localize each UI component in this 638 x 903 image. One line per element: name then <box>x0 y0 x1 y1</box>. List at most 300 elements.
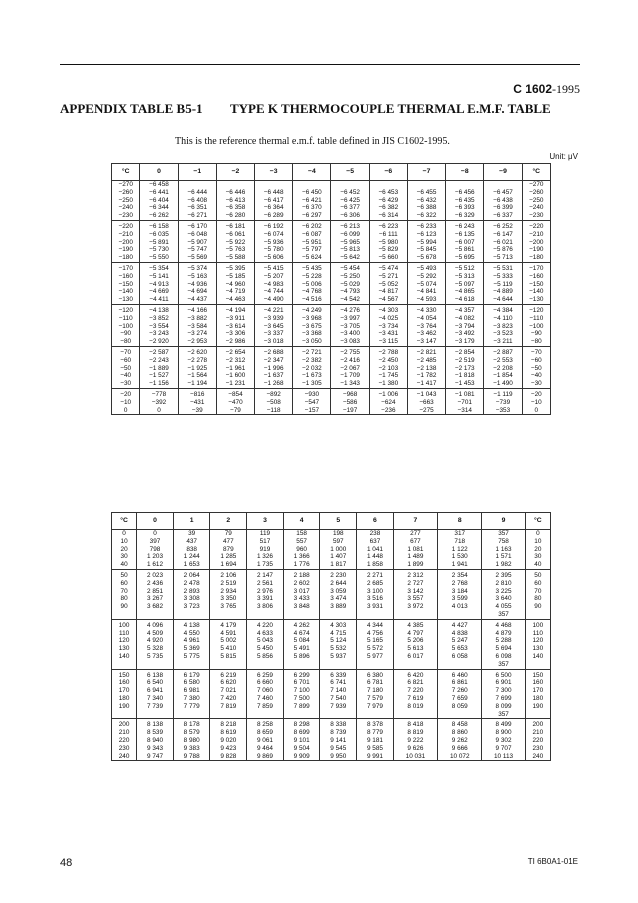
table-row <box>112 239 551 247</box>
temperature-cell: −250 <box>522 197 550 205</box>
emf-cell: −6 306 <box>331 212 369 220</box>
temperature-cell: 150 <box>112 669 137 679</box>
emf-cell: −2 920 <box>140 338 178 346</box>
emf-cell: −1 745 <box>369 372 407 380</box>
emf-cell: 8 458 <box>438 719 482 729</box>
temperature-cell: 20 <box>525 546 550 554</box>
emf-cell: 3 931 <box>357 603 394 611</box>
emf-cell: −4 936 <box>178 281 216 289</box>
emf-cell: 3 848 <box>283 603 320 611</box>
emf-cell: 2 934 <box>210 588 247 596</box>
column-header: 4 <box>283 513 320 530</box>
temperature-cell: −190 <box>522 246 550 254</box>
emf-cell: 7 979 <box>357 703 394 711</box>
emf-cell: 7 380 <box>173 695 210 703</box>
emf-cell: −5 207 <box>255 273 293 281</box>
emf-cell: 6 660 <box>247 679 284 687</box>
emf-cell: 1 982 <box>482 561 525 569</box>
temperature-cell: −210 <box>112 231 140 239</box>
emf-cell: −1 996 <box>255 365 293 373</box>
emf-cell: 8 980 <box>173 737 210 745</box>
emf-cell: −5 780 <box>255 246 293 254</box>
emf-cell: −5 994 <box>407 239 445 247</box>
emf-cell: −3 645 <box>255 323 293 331</box>
column-header: −8 <box>446 164 484 181</box>
temperature-cell <box>112 711 137 719</box>
emf-cell: 8 059 <box>438 703 482 711</box>
emf-cell: −6 452 <box>331 189 369 197</box>
table-row <box>112 553 551 561</box>
emf-cell: −4 889 <box>484 288 522 296</box>
emf-cell: 8 659 <box>247 729 284 737</box>
temperature-cell: −50 <box>112 365 140 373</box>
emf-cell: −2 032 <box>293 365 331 373</box>
emf-cell: −6 202 <box>293 220 331 230</box>
emf-cell: −5 936 <box>255 239 293 247</box>
emf-cell <box>369 181 407 189</box>
table-row <box>112 745 551 753</box>
emf-cell: 838 <box>173 546 210 554</box>
table-row <box>112 737 551 745</box>
emf-cell: 7 021 <box>210 687 247 695</box>
temperature-cell: −180 <box>522 254 550 262</box>
emf-cell <box>407 181 445 189</box>
emf-cell: −3 705 <box>331 323 369 331</box>
emf-cell: 9 545 <box>320 745 357 753</box>
emf-cell: −5 454 <box>331 262 369 272</box>
emf-cell: −1 490 <box>484 380 522 388</box>
emf-cell: −6 213 <box>331 220 369 230</box>
temperature-cell <box>525 661 550 669</box>
emf-cell: 9 181 <box>357 737 394 745</box>
table-row <box>112 729 551 737</box>
column-header: −5 <box>331 164 369 181</box>
table-row <box>112 181 551 189</box>
emf-cell: −5 354 <box>140 262 178 272</box>
emf-cell: 5 165 <box>357 637 394 645</box>
emf-cell: −4 644 <box>484 296 522 304</box>
emf-cell: 4 920 <box>137 637 174 645</box>
temperature-cell: 80 <box>525 595 550 603</box>
emf-cell: 8 940 <box>137 737 174 745</box>
emf-cell: −5 531 <box>484 262 522 272</box>
emf-cell: 6 821 <box>393 679 437 687</box>
emf-cell: 158 <box>283 530 320 538</box>
emf-cell: −6 351 <box>178 204 216 212</box>
table-row <box>112 296 551 304</box>
temperature-cell: 20 <box>112 546 137 554</box>
emf-cell: 397 <box>137 538 174 546</box>
emf-cell <box>320 711 357 719</box>
emf-cell <box>393 711 437 719</box>
table-row <box>112 630 551 638</box>
temperature-cell: 90 <box>525 603 550 611</box>
emf-cell: 8 579 <box>173 729 210 737</box>
temperature-cell: 60 <box>525 580 550 588</box>
emf-cell: 357 <box>482 611 525 619</box>
emf-cell: 3 599 <box>438 595 482 603</box>
emf-cell: 9 991 <box>357 753 394 761</box>
emf-cell: 2 354 <box>438 569 482 579</box>
emf-cell: −2 587 <box>140 346 178 356</box>
column-header: 6 <box>357 513 394 530</box>
temperature-cell: 100 <box>112 619 137 629</box>
temperature-cell: −40 <box>522 372 550 380</box>
emf-cell: −6 364 <box>255 204 293 212</box>
emf-cell: −6 035 <box>140 231 178 239</box>
emf-cell: −3 882 <box>178 315 216 323</box>
standard-code-year: -1995 <box>552 82 580 96</box>
temperature-cell: −40 <box>112 372 140 380</box>
emf-cell: −3 400 <box>331 330 369 338</box>
emf-cell: −6 377 <box>331 204 369 212</box>
emf-cell: 0 <box>137 530 174 538</box>
emf-cell: 3 972 <box>393 603 437 611</box>
emf-cell: 919 <box>247 546 284 554</box>
table-row <box>112 546 551 554</box>
temperature-cell: −70 <box>522 346 550 356</box>
header-rule <box>60 64 580 65</box>
temperature-cell: −140 <box>522 288 550 296</box>
emf-cell: −3 997 <box>331 315 369 323</box>
emf-cell: 5 328 <box>137 645 174 653</box>
emf-cell: −1 453 <box>446 380 484 388</box>
emf-cell <box>438 661 482 669</box>
emf-cell: −3 764 <box>407 323 445 331</box>
emf-cell: 3 267 <box>137 595 174 603</box>
emf-cell: 2 810 <box>482 580 525 588</box>
temperature-cell: −130 <box>522 296 550 304</box>
emf-cell: 9 585 <box>357 745 394 753</box>
page-number: 48 <box>60 857 73 869</box>
emf-cell: −6 399 <box>484 204 522 212</box>
emf-cell <box>210 611 247 619</box>
emf-cell: −3 274 <box>178 330 216 338</box>
emf-cell: 6 861 <box>438 679 482 687</box>
table-row <box>112 407 551 415</box>
emf-cell: −314 <box>446 407 484 415</box>
emf-cell: −2 620 <box>178 346 216 356</box>
table-row <box>112 372 551 380</box>
temperature-cell <box>112 661 137 669</box>
emf-cell: 198 <box>320 530 357 538</box>
emf-cell: −892 <box>255 388 293 398</box>
emf-cell: −3 050 <box>293 338 331 346</box>
emf-cell: −6 358 <box>216 204 254 212</box>
emf-cell: −392 <box>140 399 178 407</box>
emf-cell: 9 383 <box>173 745 210 753</box>
emf-cell <box>293 181 331 189</box>
temperature-cell: −260 <box>522 189 550 197</box>
table-row <box>112 254 551 262</box>
emf-cell: −854 <box>216 388 254 398</box>
emf-cell: 7 859 <box>247 703 284 711</box>
emf-cell: −197 <box>331 407 369 415</box>
negative-temperature-table <box>111 163 551 415</box>
emf-cell: 6 380 <box>357 669 394 679</box>
temperature-cell: 170 <box>525 687 550 695</box>
temperature-cell: −150 <box>522 281 550 289</box>
emf-cell: −6 344 <box>140 204 178 212</box>
emf-cell: 5 572 <box>357 645 394 653</box>
emf-cell <box>247 711 284 719</box>
emf-cell: 7 779 <box>173 703 210 711</box>
emf-cell: −2 347 <box>255 357 293 365</box>
emf-cell: 8 779 <box>357 729 394 737</box>
temperature-cell: −200 <box>112 239 140 247</box>
emf-cell: 6 981 <box>173 687 210 695</box>
emf-cell: −6 425 <box>331 197 369 205</box>
emf-cell: −5 074 <box>407 281 445 289</box>
emf-cell: −4 719 <box>216 288 254 296</box>
temperature-cell: −110 <box>112 315 140 323</box>
emf-cell: 5 613 <box>393 645 437 653</box>
emf-cell: 9 343 <box>137 745 174 753</box>
emf-cell: 1 776 <box>283 561 320 569</box>
emf-cell: −6 314 <box>369 212 407 220</box>
emf-cell: −3 614 <box>216 323 254 331</box>
emf-cell: 1 163 <box>482 546 525 554</box>
emf-cell: 9 101 <box>283 737 320 745</box>
table-row <box>112 197 551 205</box>
table-row <box>112 645 551 653</box>
emf-cell: −6 262 <box>140 212 178 220</box>
column-header: −9 <box>484 164 522 181</box>
column-header: 5 <box>320 513 357 530</box>
emf-cell: −6 123 <box>407 231 445 239</box>
emf-cell: 2 395 <box>482 569 525 579</box>
emf-cell: 317 <box>438 530 482 538</box>
emf-cell <box>173 661 210 669</box>
emf-cell: 1 326 <box>247 553 284 561</box>
emf-cell: −2 821 <box>407 346 445 356</box>
emf-cell: −4 744 <box>255 288 293 296</box>
emf-cell: −6 438 <box>484 197 522 205</box>
emf-cell: −5 980 <box>369 239 407 247</box>
emf-cell: −6 458 <box>140 181 178 189</box>
temperature-cell: 50 <box>112 569 137 579</box>
emf-cell: −1 961 <box>216 365 254 373</box>
emf-cell: −5 861 <box>446 246 484 254</box>
emf-cell: −6 158 <box>140 220 178 230</box>
emf-cell: −6 087 <box>293 231 331 239</box>
emf-cell: −3 968 <box>293 315 331 323</box>
temperature-cell: −30 <box>112 380 140 388</box>
emf-cell: −624 <box>369 399 407 407</box>
emf-cell <box>216 181 254 189</box>
emf-cell: 1 081 <box>393 546 437 554</box>
emf-cell: 7 220 <box>393 687 437 695</box>
emf-cell: 4 220 <box>247 619 284 629</box>
table-row <box>112 753 551 761</box>
emf-cell <box>137 661 174 669</box>
emf-cell: 1 041 <box>357 546 394 554</box>
emf-cell: 8 619 <box>210 729 247 737</box>
emf-cell: 4 674 <box>283 630 320 638</box>
emf-cell: −508 <box>255 399 293 407</box>
emf-cell: 8 819 <box>393 729 437 737</box>
emf-cell: −5 695 <box>446 254 484 262</box>
table-row <box>112 603 551 611</box>
temperature-cell: 10 <box>525 538 550 546</box>
emf-cell: 39 <box>173 530 210 538</box>
emf-cell: −5 374 <box>178 262 216 272</box>
emf-cell: 7 060 <box>247 687 284 695</box>
emf-cell: 2 893 <box>173 588 210 596</box>
emf-cell: 2 561 <box>247 580 284 588</box>
emf-cell: 9 061 <box>247 737 284 745</box>
emf-cell: −5 713 <box>484 254 522 262</box>
table-row <box>112 231 551 239</box>
emf-cell: −3 431 <box>369 330 407 338</box>
emf-cell: −3 492 <box>446 330 484 338</box>
emf-cell: −6 170 <box>178 220 216 230</box>
emf-cell: −2 450 <box>369 357 407 365</box>
emf-cell: 7 939 <box>320 703 357 711</box>
emf-cell: −3 823 <box>484 323 522 331</box>
emf-cell: −5 813 <box>331 246 369 254</box>
emf-cell: 6 701 <box>283 679 320 687</box>
emf-cell <box>178 181 216 189</box>
emf-cell: −2 382 <box>293 357 331 365</box>
appendix-label: APPENDIX TABLE B5-1 <box>60 101 203 116</box>
emf-cell: 5 735 <box>137 653 174 661</box>
emf-cell: −4 194 <box>216 304 254 314</box>
emf-cell: 1 122 <box>438 546 482 554</box>
temperature-cell: −100 <box>522 323 550 331</box>
emf-cell: −4 669 <box>140 288 178 296</box>
emf-cell: −4 411 <box>140 296 178 304</box>
emf-cell: −5 922 <box>216 239 254 247</box>
emf-cell: −1 889 <box>140 365 178 373</box>
emf-cell: −6 147 <box>484 231 522 239</box>
emf-cell: −4 817 <box>369 288 407 296</box>
column-header: −2 <box>216 164 254 181</box>
positive-table-body <box>112 530 551 761</box>
emf-cell: 1 612 <box>137 561 174 569</box>
emf-cell <box>173 711 210 719</box>
emf-cell: 5 694 <box>482 645 525 653</box>
temperature-cell: −70 <box>112 346 140 356</box>
emf-cell: 4 385 <box>393 619 437 629</box>
temperature-cell: 100 <box>525 619 550 629</box>
emf-cell: 9 262 <box>438 737 482 745</box>
column-header: −4 <box>293 164 331 181</box>
emf-cell: −157 <box>293 407 331 415</box>
emf-cell: −1 119 <box>484 388 522 398</box>
emf-cell: 5 288 <box>482 637 525 645</box>
emf-cell: 3 017 <box>283 588 320 596</box>
emf-cell: 6 299 <box>283 669 320 679</box>
emf-cell: −1 782 <box>407 372 445 380</box>
emf-cell: 2 685 <box>357 580 394 588</box>
emf-cell <box>283 611 320 619</box>
temperature-cell: −90 <box>522 330 550 338</box>
temperature-cell: −190 <box>112 246 140 254</box>
temperature-cell: −130 <box>112 296 140 304</box>
temperature-cell: 110 <box>112 630 137 638</box>
column-header: °C <box>525 513 550 530</box>
emf-cell: −5 763 <box>216 246 254 254</box>
emf-cell: 1 817 <box>320 561 357 569</box>
emf-cell: 677 <box>393 538 437 546</box>
emf-cell: −39 <box>178 407 216 415</box>
emf-cell: −4 490 <box>255 296 293 304</box>
table-row <box>112 530 551 538</box>
emf-cell: 4 715 <box>320 630 357 638</box>
emf-cell: −6 297 <box>293 212 331 220</box>
temperature-cell: 220 <box>112 737 137 745</box>
emf-cell: −663 <box>407 399 445 407</box>
emf-cell: 8 138 <box>137 719 174 729</box>
emf-cell: −470 <box>216 399 254 407</box>
emf-cell: 9 707 <box>482 745 525 753</box>
temperature-cell: 220 <box>525 737 550 745</box>
temperature-cell: 70 <box>112 588 137 596</box>
emf-cell: −1 925 <box>178 365 216 373</box>
temperature-cell: 160 <box>112 679 137 687</box>
emf-cell: −3 939 <box>255 315 293 323</box>
temperature-cell: 200 <box>112 719 137 729</box>
emf-cell: 357 <box>482 711 525 719</box>
emf-cell: −1 600 <box>216 372 254 380</box>
emf-cell: 8 378 <box>357 719 394 729</box>
emf-cell: −3 554 <box>140 323 178 331</box>
temperature-cell: −80 <box>112 338 140 346</box>
emf-cell: −2 485 <box>407 357 445 365</box>
emf-cell: 1 203 <box>137 553 174 561</box>
emf-cell: −1 081 <box>446 388 484 398</box>
emf-cell: 3 806 <box>247 603 284 611</box>
emf-cell: 1 000 <box>320 546 357 554</box>
emf-cell <box>446 181 484 189</box>
emf-cell: −79 <box>216 407 254 415</box>
emf-cell: −5 141 <box>140 273 178 281</box>
emf-cell: −2 173 <box>446 365 484 373</box>
table-row <box>112 304 551 314</box>
emf-cell <box>357 661 394 669</box>
emf-cell: −3 147 <box>407 338 445 346</box>
emf-cell: −5 660 <box>369 254 407 262</box>
emf-cell: −1 709 <box>331 372 369 380</box>
emf-cell: −2 553 <box>484 357 522 365</box>
emf-cell <box>320 661 357 669</box>
emf-cell: 3 557 <box>393 595 437 603</box>
emf-cell: −6 021 <box>484 239 522 247</box>
emf-cell: −5 228 <box>293 273 331 281</box>
emf-cell: 1 366 <box>283 553 320 561</box>
emf-cell: 3 225 <box>482 588 525 596</box>
emf-cell: 9 828 <box>210 753 247 761</box>
emf-cell: 2 312 <box>393 569 437 579</box>
emf-cell <box>210 711 247 719</box>
emf-cell: −4 357 <box>446 304 484 314</box>
emf-cell: 119 <box>247 530 284 538</box>
emf-cell: 9 788 <box>173 753 210 761</box>
emf-cell: 8 499 <box>482 719 525 729</box>
temperature-cell: −260 <box>112 189 140 197</box>
emf-cell: 1 653 <box>173 561 210 569</box>
emf-cell: −586 <box>331 399 369 407</box>
temperature-cell: 130 <box>525 645 550 653</box>
table-row <box>112 388 551 398</box>
emf-cell: −4 768 <box>293 288 331 296</box>
emf-cell: 8 739 <box>320 729 357 737</box>
temperature-cell: 60 <box>112 580 137 588</box>
emf-cell: −4 694 <box>178 288 216 296</box>
emf-cell: 8 099 <box>482 703 525 711</box>
temperature-cell: 30 <box>112 553 137 561</box>
